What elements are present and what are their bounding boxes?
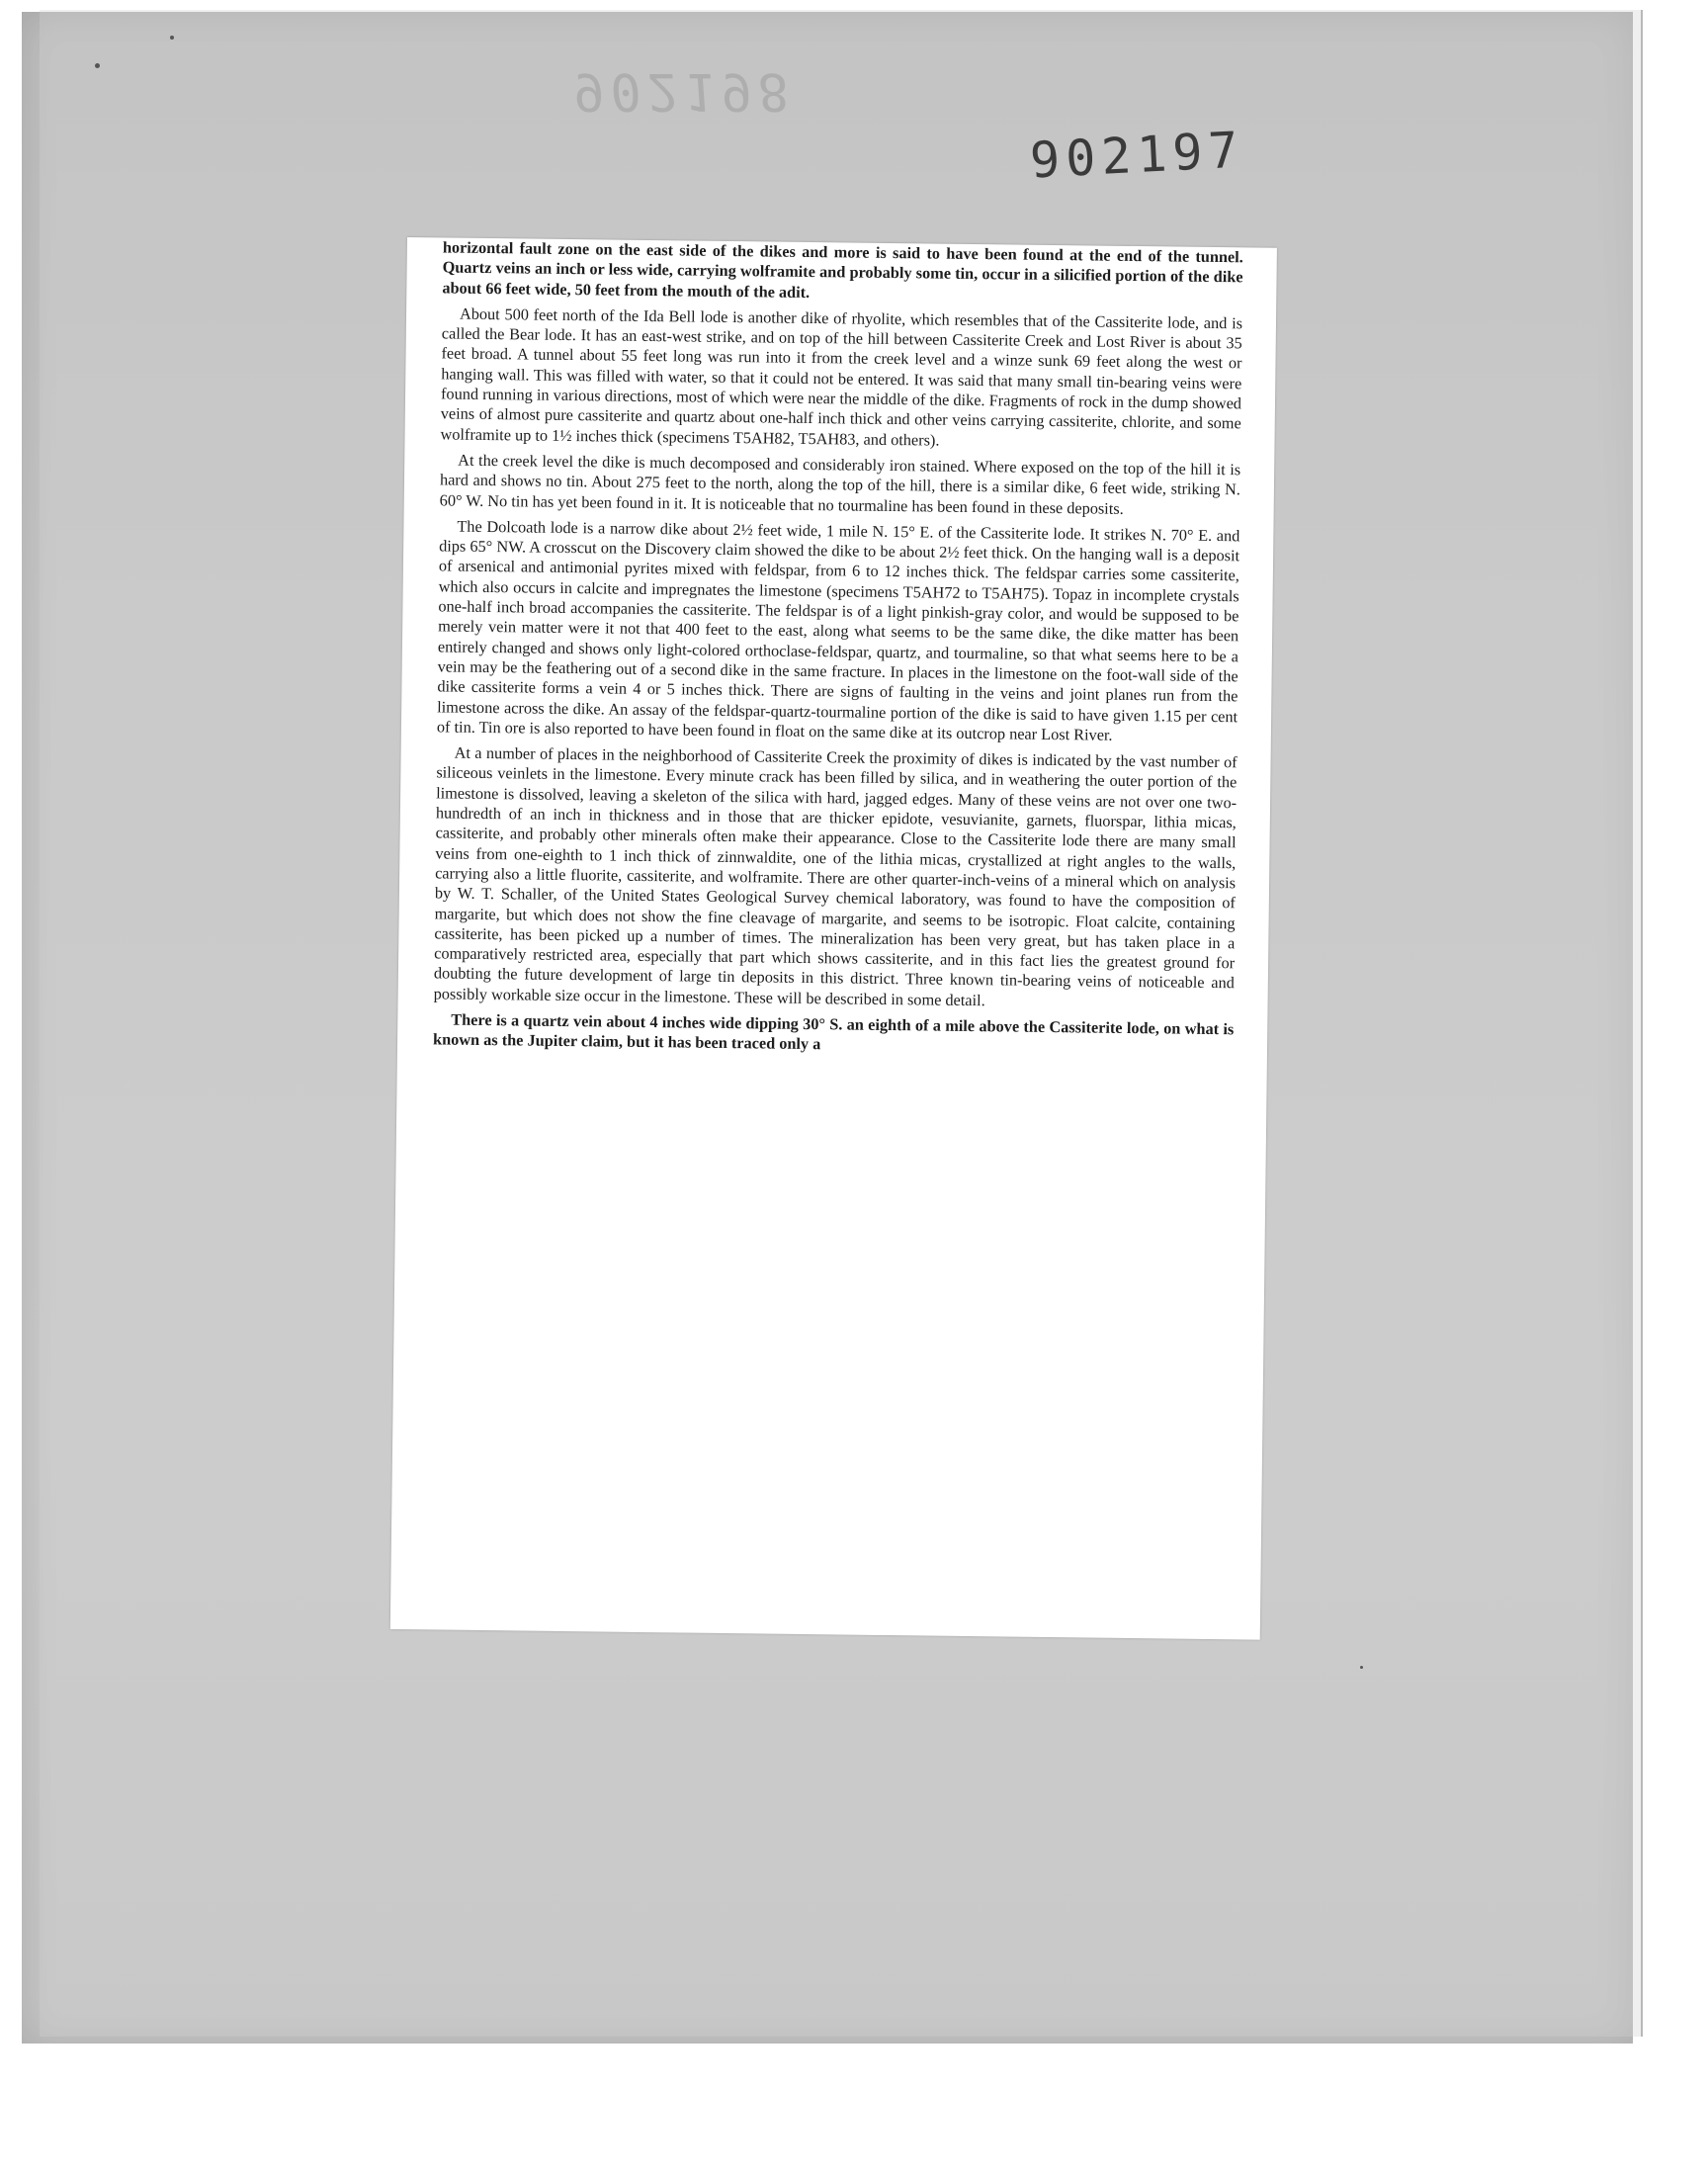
paragraph-1: horizontal fault zone on the east side of the dikes and more is said to have been found at the end of the tunnel. Quartz veins an inch or less wide, carrying wolframite and probably some tin, occur in a silicified portion of the dike about 66 feet wide, 50 feet from the mouth of the adit. xyxy=(442,237,1243,302)
archive-stamp-number: 902197 xyxy=(1028,121,1245,190)
paragraph-2: About 500 feet north of the Ida Bell lode is another dike of rhyolite, which resembles that of the Cassiterite lode, and is called the Bear lode. It has an east-west strike, and on top of the hill between Cassiterite Creek and Lost River is about 35 feet broad. A tunnel about 55 feet long was run into it from the creek level and a winze sunk 69 feet along the west or hanging wall. This was filled with water, so that it could not be entered. It was said that many small tin-bearing veins were found running in various directions, most of which were near the middle of the dike. Fragments of rock in the dump showed veins of almost pure cassiterite and quartz about one-half inch thick and other veins carrying cassiterite, chlorite, and some wolframite up to 1½ inches thick (specimens T5AH82, T5AH83, and others). xyxy=(440,304,1243,450)
ghost-archive-number: 902198 xyxy=(570,61,797,121)
bottom-margin xyxy=(0,2111,1708,2175)
paragraph-4: The Dolcoath lode is a narrow dike about 2½ feet wide, 1 mile N. 15° E. of the Cassiterite lode. It strikes N. 70° E. and dips 65° NW. A crosscut on the Discovery claim showed the dike to be about 2½ feet thick. On the hanging wall is a deposit of arsenical and antimonial pyrites mixed with feldspar, from 6 to 12 inches thick. The feldspar carries some cassiterite, which also occurs in calcite and impregnates the limestone (specimens T5AH72 to T5AH75). Topaz in incomplete crystals one-half inch broad accompanies the cassiterite. The feldspar is of a light pinkish-gray color, and would be supposed to be merely vein matter were it not that 400 feet to the east, along what seems to be the same dike, the dike matter has been entirely changed and shows only light-colored orthoclase-feldspar, quartz, and tourmaline, so that what seems here to be a vein may be the feathering out of a second dike in the same fracture. In places in the limestone on the foot-wall side of the dike cassiterite forms a vein 4 or 5 inches thick. There are signs of faulting in the veins and joint planes run from the limestone across the dike. An assay of the feldspar-quartz-tourmaline portion of the dike is said to have given 1.15 per cent of tin. Tin ore is also reported to have been found in float on the same dike at its outcrop near Lost River. xyxy=(436,516,1240,744)
dust-speck xyxy=(1360,1666,1363,1669)
dust-speck xyxy=(170,36,174,40)
paragraph-3: At the creek level the dike is much decomposed and considerably iron stained. Where exposed on the top of the hill it is hard and shows no tin. About 275 feet to the north, along the top of the hill, there is a similar dike, 6 feet wide, striking N. 60° W. No tin has yet been found in it. It is noticeable that no tourmaline has been found in these deposits. xyxy=(439,450,1241,518)
dust-speck xyxy=(95,63,100,68)
body-text xyxy=(433,237,1243,1065)
paragraph-5: At a number of places in the neighborhood of Cassiterite Creek the proximity of dikes is indicated by the vast number of siliceous veinlets in the limestone. Every minute crack has been filled by silica, and in weathering the outer portion of the limestone is dissolved, leaving a skeleton of the silica with hard, jagged edges. Many of these veins are not over one two-hundredth of an inch in thickness and in those that are thicker epidote, vesuvianite, garnets, fluorspar, lithia micas, cassiterite, and probably other minerals often make their appearance. Close to the Cassiterite lode there are many small veins from one-eighth to 1 inch thick of zinnwaldite, one of the lithia micas, crystallized at right angles to the walls, carrying also a little fluorite, cassiterite, and wolframite. There are other quarter-inch-veins of a mineral which on analysis by W. T. Schaller, of the United States Geological Survey chemical laboratory, was found to have the composition of margarite, but which does not show the fine cleavage of margarite, and seems to be isotropic. Float calcite, containing cassiterite, has been picked up a number of times. The mineralization has been very great, but has taken place in a comparatively restricted area, especially that part which shows cassiterite, and in this fact lies the greatest ground for doubting the future development of large tin deposits in this district. Three known tin-bearing veins of noticeable and possibly workable size occur in the limestone. These will be described in some detail. xyxy=(433,742,1238,1009)
text-page xyxy=(390,237,1277,1640)
paragraph-6: There is a quartz vein about 4 inches wide dipping 30° S. an eighth of a mile above the Cassiterite lode, on what is known as the Jupiter claim, but it has been traced only a xyxy=(432,1009,1235,1054)
